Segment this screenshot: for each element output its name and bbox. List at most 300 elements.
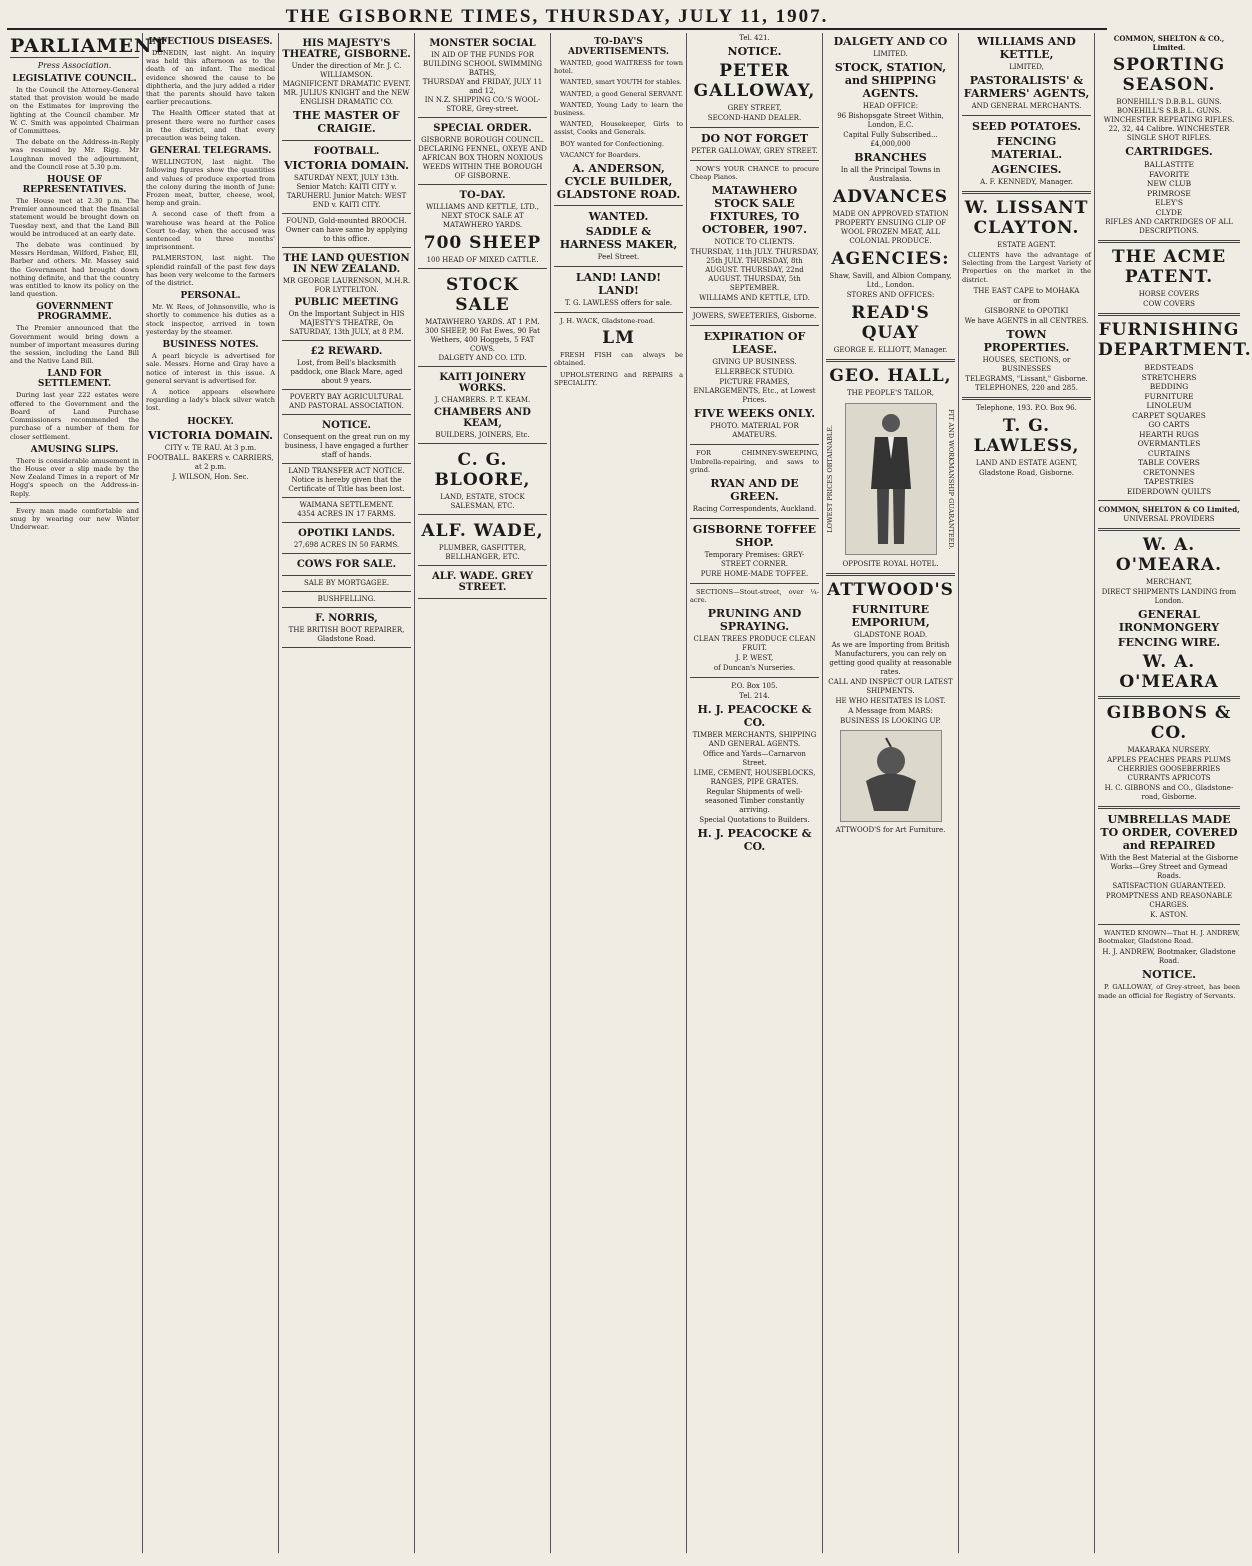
divider [690,307,819,308]
prompt: PROMPTNESS AND REASONABLE CHARGES. [1105,892,1233,909]
tgl-sub: LAND AND ESTATE AGENT, [975,458,1078,467]
rifles: RIFLES AND CARTRIDGES OF ALL DESCRIPTIONS. [1105,218,1233,235]
universal: UNIVERSAL PROVIDERS [1123,515,1215,523]
hockey-heading: HOCKEY. [187,416,234,427]
lowest-prices: LOWEST PRICES OBTAINABLE. [826,425,834,533]
fruits: APPLES PEACHES PEARS PLUMS CHERRIES GOOSEBERRIES CURRANTS APRICOTS [1107,756,1231,782]
article-paragraph: DUNEDIN, last night. An inquiry was held this afternoon as to the death of an infant. The medical evidence showed the cause to be diphtheria, and the jury added a rider that the parents should have taken earlier precautions. [146,49,275,107]
column-1 [7,33,168,1553]
list-item: GO CARTS [1148,420,1190,429]
lissant-body: CLIENTS have the advantage of Selecting from the Largest Variety of Properties on the market in the district. [962,251,1091,284]
cattle-count: 100 HEAD OF MIXED CATTLE. [426,256,539,264]
article-paragraph: A second case of theft from a warehouse was heard at the Police Court to-day, when the accused was sentenced to three months' imprisonment. [146,210,275,252]
transfer-ad [282,464,411,498]
best-material: With the Best Material at the Gisborne Works—Grey Street and Gymead Roads. [1100,854,1238,880]
chambers-names: J. CHAMBERS. P. T. KEAM. [434,396,531,404]
matawhero-fixtures: MATAWHERO STOCK SALE FIXTURES, TO OCTOBER, 1907. [701,184,808,237]
wade-title: ALF. WADE, [421,521,544,541]
telegrams: TELEGRAMS, "Lissant," Gisborne. TELEPHONES, 220 and 285. [965,374,1088,392]
divider [690,677,819,678]
hesitates: HE WHO HESITATES IS LOST. [835,697,946,705]
list-item: STRETCHERS [1141,372,1197,382]
po-box: P.O. Box 105. [731,682,778,691]
waimana-ad [282,498,411,523]
column-2 [143,33,279,1553]
theatre-body: MAGNIFICENT DRAMATIC EVENT. MR. JULIUS KNIGHT and the NEW ENGLISH DRAMATIC CO. [282,80,411,106]
peter-dealer: SECOND-HAND DEALER. [707,114,802,122]
fencing-wire: FENCING WIRE. [1117,636,1221,649]
wanted-item: WANTED, a good General SERVANT. [560,89,683,98]
mars-figure-icon [840,730,942,822]
football-title: FOOTBALL. [313,146,380,157]
wade-ad [418,515,547,566]
stock-sub: MATAWHERO YARDS. AT 1 P.M. [425,318,540,326]
council-heading: LEGISLATIVE COUNCIL. [12,74,137,84]
domain-title: VICTORIA DOMAIN. [147,428,273,442]
kennedy: A. F. KENNEDY, Manager. [980,178,1073,186]
column-9 [1095,33,1252,1553]
poverty-bay-ad [282,390,411,415]
opotiki-ad [282,523,411,554]
five-weeks: FIVE WEEKS ONLY. [693,407,816,421]
column-7 [823,33,959,1553]
tailor-figure-icon [845,403,937,555]
peacocke-title: H. J. PEACOCKE & CO. [697,703,812,730]
personal-heading: PERSONAL. [180,291,241,302]
fixture-list: THURSDAY, 11th JULY. THURSDAY, 25th JULY. THURSDAY, 8th AUGUST. THURSDAY, 22nd AUGUST. THURSDAY, 5th SEPTEMBER. [690,248,819,293]
satisfaction: SATISFACTION GUARANTEED. [1112,882,1226,890]
underwear-ad: Every man made comfortable and snug by wearing our new Winter Underwear. [10,506,139,532]
column-8 [959,33,1095,1553]
waimana-sub: 4354 ACRES IN 17 FARMS. [297,510,396,518]
dalgety-sub: LIMITED. [873,50,908,58]
divider [690,583,819,584]
todays-heading: TO-DAY'S ADVERTISEMENTS. [567,37,670,57]
aston: K. ASTON. [1150,911,1188,919]
list-item: EIDERDOWN QUILTS [1126,486,1212,496]
wade-title-2: ALF. WADE. GREY STREET. [431,571,534,593]
wanted-item: WANTED, good WAITRESS for town hotel. [554,59,683,76]
article-paragraph: The Premier announced that the Government would bring down a number of important measures during the session, including the Land Bill and the Native Land Bill. [10,324,139,366]
council-title: GISBORNE BOROUGH COUNCIL. [421,136,544,144]
disease-heading: INFECTIOUS DISEASES. [148,37,273,47]
today-sale-ad [418,185,547,269]
upholstering: UPHOLSTERING and REPAIRS a SPECIALITY. [554,370,683,387]
west-name: J. P. WEST, [735,654,774,663]
norris-body: THE BRITISH BOOT REPAIRER, Gladstone Road. [288,626,405,643]
attwood-art: ATTWOOD'S for Art Furniture. [835,826,946,834]
list-item: TAPESTRIES [1144,477,1194,486]
or-from: or from [1013,296,1040,305]
divider [1098,528,1240,531]
hockey-match: CITY v. TE RAU. At 3 p.m. [164,443,257,452]
social-date: THURSDAY and FRIDAY, JULY 11 and 12, [422,78,543,95]
saddle-sub: Peel Street. [597,253,640,262]
regular-shipments: Regular Shipments of well-seasoned Timber constantly arriving. [704,788,805,815]
special-quotes: Special Quotations to Builders. [699,816,810,825]
special-title: SPECIAL ORDER. [433,123,532,134]
article-paragraph: Mr. W. Rees, of Johnsonville, who is shortly to commence his duties as a stock inspector, arrived in town yesterday by the steamer. [146,303,275,336]
land-speaker: MR GEORGE LAURENSON, M.H.R. FOR LYTTELTON. [282,277,411,294]
andrew-wanted: WANTED KNOWN—That H. J. ANDREW, Bootmaker, Gladstone Road. [1098,929,1240,946]
pruning: PRUNING AND SPRAYING. [707,607,802,634]
mars-message: A Message from MARS: [848,707,933,715]
list-item: ELEY'S [1154,198,1184,207]
divider [554,312,683,313]
picture-frames: PICTURE FRAMES, ENLARGEMENTS, Etc., at Lowest Prices. [693,378,816,405]
divider [962,191,1091,194]
gibbons-sign: H. C. GIBBONS and CO., Gladstone-road, Gisborne. [1104,784,1234,801]
brand-list [1098,160,1240,217]
houses: HOUSES, SECTIONS, or BUSINESSES [982,355,1071,373]
cows-title: COWS FOR SALE. [296,559,397,570]
wk-sub: LIMITED, [1009,63,1044,71]
stock-sale-ad [418,269,547,367]
horse-covers: HORSE COVERS [1138,290,1200,298]
column-5 [551,33,687,1553]
west-sub: of Duncan's Nurseries. [713,664,796,673]
estate-agent: ESTATE AGENT. [997,241,1056,249]
man-in-suit-icon [861,409,921,549]
pastoral: PASTORALISTS' & FARMERS' AGENTS, [963,74,1090,100]
hon-sec: J. WILSON, Hon. Sec. [172,472,249,481]
divider [1098,313,1240,316]
tgl-title: T. G. LAWLESS, [973,415,1080,456]
mortgage-title: SALE BY MORTGAGEE. [303,579,390,587]
list-item: BEDSTEADS [1144,363,1194,372]
column-3 [279,33,415,1553]
divider [554,205,683,206]
agencies: AGENCIES: [831,249,950,269]
capital: Capital Fully Subscribed...£4,000,000 [843,131,938,148]
peter-street: GREY STREET, [727,104,782,112]
notice-body: Consequent on the great run on my business, I have engaged a further staff of hands. [283,433,410,459]
notice-title-2: NOTICE. [1142,968,1196,982]
wade-sub: PLUMBER, GASFITTER, BELLHANGER, ETC. [438,544,527,561]
east-cape: THE EAST CAPE to MOHAKA [973,286,1080,295]
norris-ad [282,608,411,648]
wanted-item: WANTED, smart YOUTH for stables. [560,78,682,87]
list-item: NEW CLUB [1146,179,1192,188]
article-paragraph: The House met at 2.30 p.m. The Premier announced that the financial statement would be brought down on Tuesday next, and that the Land Bill would be introduced at an early date. [10,197,139,238]
transfer-body: Notice is hereby given that the Certificate of Title has been lost. [288,476,405,493]
council-body: DECLARING FENNEL, OXEYE AND AFRICAN BOX THORN NOXIOUS WEEDS WITHIN THE BOROUGH OF GISBORNE. [418,145,547,180]
andrew-sign: H. J. ANDREW, Bootmaker, Gladstone Road. [1102,948,1236,966]
list-item: PRIMROSE [1147,188,1191,198]
stock-list: 300 SHEEP, 90 Fat Ewes, 90 Fat Wethers, 400 Hoggets, 5 FAT COWS. [425,327,540,353]
article-paragraph: The Health Officer stated that at present there were no further cases in the district, and that every precaution was being taken. [146,109,275,143]
stock-title: STOCK SALE [445,275,520,315]
divider [1098,240,1240,243]
office-yards: Office and Yards—Carnarvon Street. [703,750,806,768]
land-question-title: THE LAND QUESTION IN NEW ZEALAND. [283,253,410,275]
opotiki-title: OPOTIKI LANDS. [298,528,395,539]
looking-up: BUSINESS IS LOOKING UP. [840,717,941,725]
poverty-title: POVERTY BAY AGRICULTURAL AND PASTORAL ASSOCIATION. [289,393,404,410]
bloore-sub: LAND, ESTATE, STOCK SALESMAN, ETC. [440,493,525,510]
theatre-play: THE MASTER OF CRAIGIE. [293,109,400,135]
today-title: TO-DAY. [459,190,506,201]
social-sub: IN AID OF THE FUNDS FOR BUILDING SCHOOL SWIMMING BATHS, [423,51,542,77]
columns [7,33,1252,1553]
notice-title: NOTICE. [727,45,782,58]
toffee-title: GISBORNE TOFFEE SHOP. [692,523,817,550]
tgl-addr: Gladstone Road, Gisborne. [979,468,1074,477]
galloway-notice: P. GALLOWAY, of Grey-street, has been made an official for Registry of Servants. [1098,983,1240,1000]
list-item: HEARTH RUGS [1139,429,1199,439]
special-order-ad [418,118,547,185]
agents-centres: We have AGENTS in all CENTRES. [964,316,1089,325]
expiration: EXPIRATION OF LEASE. [703,330,806,357]
agencies: AGENCIES. [991,163,1062,176]
newspaper-page [7,6,1252,1554]
tel-2: Tel. 214. [739,692,770,701]
makaraka: MAKARAKA NURSERY. [1127,746,1211,754]
reward-title: £2 REWARD. [310,346,383,357]
ck-sub: BUILDERS, JOINERS, Etc. [435,431,530,439]
divider [690,325,819,326]
victoria-title: VICTORIA DOMAIN. [283,159,409,172]
furnishing-list [1098,363,1240,496]
branches-sub: In all the Principal Towns in Australasia. [840,166,941,183]
kaiti-title: KAITI JOINERY WORKS. [439,372,526,394]
public-meeting: PUBLIC MEETING [294,297,399,308]
social-place: IN N.Z. SHIPPING CO.'S WOOL-STORE, Grey-street. [424,96,541,113]
divider [690,160,819,161]
land-sub: T. G. LAWLESS offers for sale. [564,299,673,308]
photo-material: PHOTO. MATERIAL FOR AMATEURS. [710,422,799,440]
fencing-material: FENCING MATERIAL. [990,135,1063,161]
do-not-forget-sub: PETER GALLOWAY, GREY STREET. [691,147,818,155]
parliament-heading: PARLIAMENT [10,35,168,57]
list-item: TABLE COVERS [1138,458,1200,467]
acme-patent: THE ACME PATENT. [1111,247,1227,287]
divider [826,573,955,576]
martian-icon [846,736,936,816]
land-question-ad [282,248,411,341]
telephone: Telephone, 193. P.O. Box 96. [976,403,1077,412]
social-title: MONSTER SOCIAL [429,38,536,49]
ryan-sub: Racing Correspondents, Auckland. [692,505,817,514]
land-title: LAND! LAND! LAND! [575,271,662,298]
toffee-sub: Temporary Premises: GREY-STREET CORNER. [704,551,805,569]
list-item: CLYDE [1155,207,1183,217]
chimney: FOR CHIMNEY-SWEEPING, Umbrella-repairing, and saws to grind. [690,449,819,474]
cows-ad [282,554,411,576]
stock-station: STOCK, STATION, and SHIPPING AGENTS. [834,61,947,100]
ck-title: CHAMBERS AND KEAM, [434,407,531,429]
article-paragraph: A pearl bicycle is advertised for sale. Messrs. Horne and Gray have a notice of interest in this issue. A general servant is advertised for. [146,352,275,385]
head-addr: 96 Bishopsgate Street Within, London, E.C. [837,112,944,129]
dalgety-title: DALGETY AND CO [833,35,948,48]
wade-ad-2 [418,566,547,599]
social-ad [418,33,547,118]
seed-potatoes: SEED POTATOES. [972,120,1081,133]
article-paragraph: The debate on the Address-in-Reply was resumed by Mr. Rigg. Mr Loughnan moved the adjournment, and the Council rose at 5.30 p.m. [10,138,139,171]
divider [690,127,819,128]
omeara: W. A. O'MEARA. [1115,535,1223,575]
column-4 [415,33,551,1553]
agencies-sub: Shaw, Savill, and Albion Company, Ltd., London. [829,272,952,289]
merchant: MERCHANT, [1145,578,1193,586]
norris-title: F. NORRIS, [315,613,378,624]
football-ad [282,141,411,214]
direct-shipments: DIRECT SHIPMENTS LANDING from London. [1101,588,1237,605]
list-item: BALLASTITE [1144,160,1194,169]
article-paragraph: During last year 222 estates were offered to the Government and the Board of Land Purchase Commissioners recommended the purchase of a number of them for closer settlement. [10,391,139,441]
column-6 [687,33,823,1553]
list-item: BEDDING [1149,382,1189,391]
bushfelling-title: BUSHFELLING. [317,595,376,603]
advances: ADVANCES [833,187,948,207]
list-item: LINOLEUM [1146,401,1192,410]
theatre-ad [282,33,411,141]
bushfelling-ad [282,592,411,608]
cs-title-2: COMMON, SHELTON & CO Limited, [1098,505,1240,514]
reward-body: Lost, from Bell's blacksmith paddock, one Black Mare, aged about 9 years. [290,359,403,385]
theatre-sub: Under the direction of Mr. J. C. WILLIAMSON. [291,62,402,79]
geo-hall: GEO. HALL, [829,366,952,386]
wk-title: WILLIAMS AND KETTLE, [977,35,1076,61]
umbrellas: UMBRELLAS MADE TO ORDER, COVERED and REPAIRED [1100,813,1238,852]
pure-toffee: PURE HOME-MADE TOFFEE. [700,570,809,579]
slips-heading: AMUSING SLIPS. [30,444,119,455]
general-ironmongery: GENERAL IRONMONGERY [1118,608,1220,634]
divider [962,397,1091,400]
jowers: JOWERS, SWEETERIES, Gisborne. [692,312,817,321]
advances-sub: MADE ON APPROVED STATION PROPERTY ENSUING CLIP OF WOOL FROZEN MEAT, ALL COLONIAL PRODUCE. [832,210,949,245]
sporting-season: SPORTING SEASON. [1112,55,1226,95]
bloore-ad [418,444,547,515]
found-text: FOUND, Gold-mounted BROOCH. Owner can have same by applying to this office. [285,217,408,243]
telegrams-heading: GENERAL TELEGRAMS. [149,146,272,157]
gisborne-opotiki: GISBORNE to OPOTIKI [984,306,1069,315]
football-match: FOOTBALL. BAKERS v. CARRIERS, at 2 p.m. [147,453,274,471]
reward-ad [282,341,411,390]
fit-guaranteed: FIT AND WORKMANSHIP GUARANTEED. [947,408,955,550]
cow-covers: COW COVERS [1143,300,1195,308]
divider [690,444,819,445]
tailor-block [826,399,955,559]
article-paragraph: The debate was continued by Messrs Herdman, Wilford, Fisher, Ell, Barber and others. Mr. Massey said the Government had brought down nothing definite, and that the country was entitled to know its policy on the land question. [10,241,139,299]
general-merchants: AND GENERAL MERCHANTS. [971,102,1082,110]
list-item: CARPET SQUARES [1132,410,1206,420]
cs-title: COMMON, SHELTON & CO., Limited. [1113,34,1225,52]
public-body: On the Important Subject in HIS MAJESTY'S THEATRE, On SATURDAY, 13th JULY, at 8 P.M. [288,310,405,336]
furniture-emporium: FURNITURE EMPORIUM, [851,603,930,629]
list-item: OVERMANTLES [1137,439,1201,448]
gibbons: GIBBONS & CO. [1106,703,1232,743]
gladstone-road: GLADSTONE ROAD. [853,631,928,639]
hall-sub: THE PEOPLE'S TAILOR, [846,389,935,397]
business-heading: BUSINESS NOTES. [162,340,259,351]
sheep-count: 700 SHEEP [423,233,542,253]
kaiti-ad [418,367,547,444]
list-item: FAVORITE [1148,169,1190,179]
saddle-title: SADDLE & HARNESS MAKER, [559,225,678,252]
waimana-title: WAIMANA SETTLEMENT. [299,501,394,509]
gov-heading: GOVERNMENT PROGRAMME. [36,302,113,323]
reads-quay: READ'S QUAY [851,303,930,343]
fixtures-sign: WILLIAMS AND KETTLE, LTD. [699,294,810,303]
head-office: HEAD OFFICE: [862,102,919,110]
lissant-clayton: W. LISSANT CLAYTON. [964,198,1089,238]
wanted-item: WANTED, Housekeeper, Girls to assist, Cooks and Generals. [554,120,683,137]
stores: STORES AND OFFICES: [846,291,935,299]
house-heading: HOUSE OF REPRESENTATIVES. [22,175,127,196]
notice-title: NOTICE. [321,420,372,431]
land-heading: LAND FOR SETTLEMENT. [37,369,112,390]
divider [826,359,955,362]
vacancy: VACANCY for Boarders. [560,150,641,159]
giving-up: GIVING UP BUSINESS. [712,358,797,367]
divider [1098,924,1240,925]
mortgage-ad [282,576,411,592]
divider [1098,500,1240,501]
wanted-title: WANTED. [588,210,649,224]
found-ad [282,214,411,248]
masthead: THE GISBORNE TIMES, THURSDAY, JULY 11, 1907. [7,6,1107,30]
article-paragraph: PALMERSTON, last night. The splendid rainfall of the past few days has been very welcome to the farmers of the district. [146,254,275,288]
list-item: CRETONNES [1143,467,1195,477]
omeara-2: W. A. O'MEARA [1119,652,1219,692]
opposite-hotel: OPPOSITE ROYAL HOTEL. [842,560,939,568]
theatre-title: HIS MAJESTY'S THEATRE, GISBORNE. [282,38,411,60]
boy-wanted: BOY wanted for Confectioning. [560,139,665,148]
notice-ad [282,415,411,464]
notice-clients: NOTICE TO CLIENTS. [714,238,795,247]
lm-initials: LM [602,328,635,349]
divider [1098,806,1240,809]
peacocke-sign: H. J. PEACOCKE & CO. [697,827,812,854]
branches: BRANCHES [854,151,927,164]
jh-wack: J. H. WACK, Gladstone-road. [560,317,655,326]
importing: As we are Importing from British Manufacturers, you can rely on getting good quality at reasonable rates. [829,641,952,676]
list-item: CURTAINS [1147,448,1191,458]
guns: BONEHILL'S D.B.B.L. GUNS. BONEHILL'S S.B.B.L. GUNS. WINCHESTER REPEATING RIFLES. 22, 32, 44 Calibre. WINCHESTER SINGLE SHOT RIFLES. [1103,98,1235,142]
article-paragraph: There is considerable amusement in the House over a slip made by the New Zealand Times in a report of Mr Hogg's speech on the Address-in-Reply. [10,456,139,498]
transfer-title: LAND TRANSFER ACT NOTICE. [288,467,405,475]
stock-agent: DALGETY AND CO. LTD. [438,354,527,362]
tel-number: Tel. 421. [739,34,770,42]
divider [10,502,139,503]
wanted-item: WANTED, Young Lady to learn the business. [554,100,683,118]
lime-cement: LIME, CEMENT, HOUSEBLOCKS, RANGES, PIPE GRATES. [693,769,816,787]
timber: TIMBER MERCHANTS, SHIPPING AND GENERAL AGENTS. [692,731,817,749]
divider [554,266,683,267]
peter-galloway: PETER GALLOWAY, [693,61,816,101]
do-not-forget: DO NOT FORGET [700,132,809,145]
article-paragraph: A notice appears elsewhere regarding a lady's black silver watch lost. [146,387,275,413]
victoria-body: SATURDAY NEXT, JULY 13th. Senior Match: KAITI CITY v. TARUHERU. Junior Match: WEST END v. KAITI CITY. [286,174,407,209]
divider [690,518,819,519]
cartridges: CARTRIDGES. [1125,145,1213,158]
clean-trees: CLEAN TREES PRODUCE CLEAN FRUIT. [693,635,816,653]
town-properties: TOWN PROPERTIES. [983,327,1070,354]
fresh-fish: FRESH FISH can always be obtained. [554,351,683,368]
divider [1098,696,1240,699]
press-assoc: Press Association. [37,61,112,70]
wk-title: WILLIAMS AND KETTLE, LTD., [426,203,539,211]
ryan-title: RYAN AND DE GREEN. [710,477,799,504]
article-paragraph: WELLINGTON, last night. The following figures show the quantities and values of produce exported from the colony during the month of June: Frozen meat, butter, cheese, wool, hemp and grain. [146,158,275,208]
pianos: NOW'S YOUR CHANCE to procure Cheap Pianos. [690,165,819,182]
elliott: GEORGE E. ELLIOTT, Manager. [833,346,948,354]
furnishing: FURNISHING DEPARTMENT. [1098,320,1252,360]
call-inspect: CALL AND INSPECT OUR LATEST SHIPMENTS. [828,678,953,695]
article-paragraph: In the Council the Attorney-General stated that provision would be made on the Estimates for improving the lighting at the Council chamber. Mr W. C. Smith was appointed Chairman of Committees. [10,86,139,136]
sections: SECTIONS—Stout-street, over ¼-acre. [690,588,819,605]
